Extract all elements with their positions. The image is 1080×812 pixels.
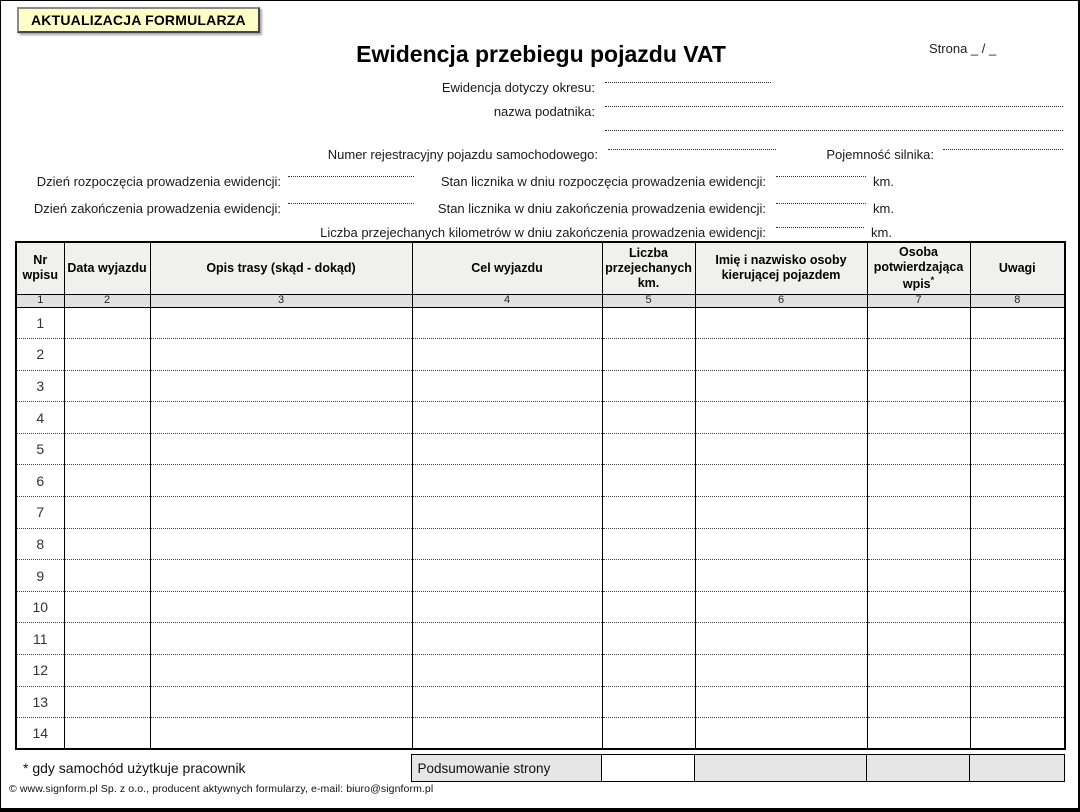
col-header-kierujacy bbox=[695, 242, 867, 294]
table-row bbox=[16, 339, 1065, 371]
cell-opis-trasy[interactable] bbox=[150, 591, 412, 623]
period-label: Ewidencja dotyczy okresu: bbox=[441, 80, 595, 95]
cell-kierujacy[interactable] bbox=[695, 655, 867, 687]
cell-opis-trasy[interactable] bbox=[150, 465, 412, 497]
registration-label: Numer rejestracyjny pojazdu samochodowego: bbox=[327, 147, 598, 162]
cell-opis-trasy[interactable] bbox=[150, 307, 412, 339]
cell-opis-trasy[interactable] bbox=[150, 339, 412, 371]
cell-uwagi[interactable] bbox=[970, 497, 1065, 529]
start-odometer-label: Stan licznika w dniu rozpoczęcia prowadzenia ewidencji: bbox=[440, 174, 766, 189]
table-row bbox=[16, 370, 1065, 402]
cell-kierujacy[interactable] bbox=[695, 718, 867, 750]
footnote-mark: * bbox=[930, 274, 935, 285]
row-number: 5 bbox=[16, 433, 64, 465]
summary-label: Podsumowanie strony bbox=[411, 755, 601, 782]
cell-liczba-km[interactable] bbox=[602, 370, 695, 402]
cell-kierujacy[interactable] bbox=[695, 497, 867, 529]
cell-uwagi[interactable] bbox=[970, 465, 1065, 497]
copyright-line: © www.signform.pl Sp. z o.o., producent aktywnych formularzy, e-mail: biuro@signform.pl bbox=[9, 783, 434, 795]
cell-data-wyjazdu[interactable] bbox=[64, 339, 150, 371]
cell-potwierdzajacy[interactable] bbox=[867, 718, 970, 750]
registration-input-line[interactable] bbox=[608, 134, 776, 150]
cell-data-wyjazdu[interactable] bbox=[64, 686, 150, 718]
cell-potwierdzajacy[interactable] bbox=[867, 465, 970, 497]
total-km-input-line[interactable] bbox=[776, 212, 864, 228]
cell-cel-wyjazdu[interactable] bbox=[412, 686, 602, 718]
cell-liczba-km[interactable] bbox=[602, 307, 695, 339]
total-km-label: Liczba przejechanych kilometrów w dniu zakończenia prowadzenia ewidencji: bbox=[320, 225, 766, 240]
cell-data-wyjazdu[interactable] bbox=[64, 655, 150, 687]
end-odometer-input-line[interactable] bbox=[776, 188, 866, 204]
col-header-label: Imię i nazwisko osoby kierującej pojazdem bbox=[715, 253, 847, 283]
table-row bbox=[16, 686, 1065, 718]
cell-cel-wyjazdu[interactable] bbox=[412, 623, 602, 655]
col-header-cel-wyjazdu bbox=[412, 242, 602, 294]
cell-data-wyjazdu[interactable] bbox=[64, 623, 150, 655]
cell-potwierdzajacy[interactable] bbox=[867, 655, 970, 687]
cell-cel-wyjazdu[interactable] bbox=[412, 370, 602, 402]
col-header-potwierdzajacy bbox=[867, 242, 970, 294]
end-day-label: Dzień zakończenia prowadzenia ewidencji: bbox=[33, 201, 281, 216]
table-row bbox=[16, 655, 1065, 687]
table-row bbox=[16, 528, 1065, 560]
cell-opis-trasy[interactable] bbox=[150, 655, 412, 687]
cell-uwagi[interactable] bbox=[970, 339, 1065, 371]
cell-uwagi[interactable] bbox=[970, 718, 1065, 750]
taxpayer-input-line[interactable] bbox=[605, 91, 1063, 107]
cell-cel-wyjazdu[interactable] bbox=[412, 465, 602, 497]
start-day-label: Dzień rozpoczęcia prowadzenia ewidencji: bbox=[36, 174, 281, 189]
cell-opis-trasy[interactable] bbox=[150, 718, 412, 750]
cell-kierujacy[interactable] bbox=[695, 591, 867, 623]
col-header-label: Liczba przejechanych km. bbox=[605, 245, 692, 290]
cell-data-wyjazdu[interactable] bbox=[64, 402, 150, 434]
cell-kierujacy[interactable] bbox=[695, 686, 867, 718]
cell-opis-trasy[interactable] bbox=[150, 560, 412, 592]
cell-uwagi[interactable] bbox=[970, 623, 1065, 655]
cell-uwagi[interactable] bbox=[970, 560, 1065, 592]
cell-cel-wyjazdu[interactable] bbox=[412, 307, 602, 339]
total-km-unit: km. bbox=[871, 225, 892, 240]
table-row bbox=[16, 591, 1065, 623]
table-row bbox=[16, 402, 1065, 434]
cell-potwierdzajacy[interactable] bbox=[867, 339, 970, 371]
cell-data-wyjazdu[interactable] bbox=[64, 497, 150, 529]
cell-kierujacy[interactable] bbox=[695, 433, 867, 465]
col-header-opis-trasy bbox=[150, 242, 412, 294]
row-number: 2 bbox=[16, 339, 64, 371]
row-number: 1 bbox=[16, 307, 64, 339]
table-header-row bbox=[16, 242, 1065, 294]
col-number-4: 4 bbox=[412, 294, 602, 307]
cell-data-wyjazdu[interactable] bbox=[64, 433, 150, 465]
cell-potwierdzajacy[interactable] bbox=[867, 497, 970, 529]
cell-liczba-km[interactable] bbox=[602, 528, 695, 560]
summary-driver-cell bbox=[694, 755, 866, 782]
cell-potwierdzajacy[interactable] bbox=[867, 560, 970, 592]
cell-potwierdzajacy[interactable] bbox=[867, 402, 970, 434]
cell-uwagi[interactable] bbox=[970, 307, 1065, 339]
row-number: 9 bbox=[16, 560, 64, 592]
col-header-label: Data wyjazdu bbox=[67, 260, 147, 275]
cell-uwagi[interactable] bbox=[970, 370, 1065, 402]
col-number-6: 6 bbox=[695, 294, 867, 307]
cell-cel-wyjazdu[interactable] bbox=[412, 560, 602, 592]
cell-opis-trasy[interactable] bbox=[150, 370, 412, 402]
cell-kierujacy[interactable] bbox=[695, 370, 867, 402]
col-header-liczba-km bbox=[602, 242, 695, 294]
table-row bbox=[16, 307, 1065, 339]
row-number: 12 bbox=[16, 655, 64, 687]
cell-potwierdzajacy[interactable] bbox=[867, 528, 970, 560]
summary-confirm-cell bbox=[866, 755, 969, 782]
cell-liczba-km[interactable] bbox=[602, 339, 695, 371]
cell-opis-trasy[interactable] bbox=[150, 402, 412, 434]
cell-data-wyjazdu[interactable] bbox=[64, 465, 150, 497]
update-form-button[interactable]: AKTUALIZACJA FORMULARZA bbox=[17, 7, 260, 33]
cell-cel-wyjazdu[interactable] bbox=[412, 497, 602, 529]
cell-liczba-km[interactable] bbox=[602, 623, 695, 655]
cell-opis-trasy[interactable] bbox=[150, 433, 412, 465]
cell-cel-wyjazdu[interactable] bbox=[412, 655, 602, 687]
summary-row bbox=[15, 754, 1065, 782]
cell-uwagi[interactable] bbox=[970, 433, 1065, 465]
end-odometer-label: Stan licznika w dniu zakończenia prowadzenia ewidencji: bbox=[437, 201, 766, 216]
start-day-input-line[interactable] bbox=[288, 161, 414, 177]
cell-uwagi[interactable] bbox=[970, 528, 1065, 560]
cell-data-wyjazdu[interactable] bbox=[64, 560, 150, 592]
cell-potwierdzajacy[interactable] bbox=[867, 370, 970, 402]
cell-opis-trasy[interactable] bbox=[150, 528, 412, 560]
col-header-nr-wpisu bbox=[16, 242, 64, 294]
table-row bbox=[16, 497, 1065, 529]
cell-liczba-km[interactable] bbox=[602, 718, 695, 750]
row-number: 13 bbox=[16, 686, 64, 718]
col-header-label: Uwagi bbox=[998, 260, 1036, 275]
cell-kierujacy[interactable] bbox=[695, 528, 867, 560]
col-header-data-wyjazdu bbox=[64, 242, 150, 294]
col-header-uwagi bbox=[970, 242, 1065, 294]
col-number-3: 3 bbox=[150, 294, 412, 307]
cell-kierujacy[interactable] bbox=[695, 339, 867, 371]
engine-capacity-input-line[interactable] bbox=[943, 134, 1063, 150]
cell-opis-trasy[interactable] bbox=[150, 686, 412, 718]
cell-liczba-km[interactable] bbox=[602, 433, 695, 465]
end-odometer-unit: km. bbox=[873, 201, 894, 216]
cell-uwagi[interactable] bbox=[970, 686, 1065, 718]
page-title: Ewidencja przebiegu pojazdu VAT bbox=[356, 41, 726, 67]
row-number: 7 bbox=[16, 497, 64, 529]
start-odometer-unit: km. bbox=[873, 174, 894, 189]
cell-cel-wyjazdu[interactable] bbox=[412, 528, 602, 560]
cell-kierujacy[interactable] bbox=[695, 402, 867, 434]
cell-data-wyjazdu[interactable] bbox=[64, 591, 150, 623]
summary-km-cell[interactable] bbox=[601, 755, 694, 782]
cell-cel-wyjazdu[interactable] bbox=[412, 433, 602, 465]
cell-data-wyjazdu[interactable] bbox=[64, 528, 150, 560]
cell-liczba-km[interactable] bbox=[602, 686, 695, 718]
cell-opis-trasy[interactable] bbox=[150, 623, 412, 655]
row-number: 10 bbox=[16, 591, 64, 623]
cell-cel-wyjazdu[interactable] bbox=[412, 591, 602, 623]
start-odometer-input-line[interactable] bbox=[776, 161, 866, 177]
footnote-text: * gdy samochód użytkuje pracownik bbox=[23, 760, 246, 776]
cell-cel-wyjazdu[interactable] bbox=[412, 339, 602, 371]
row-number: 14 bbox=[16, 718, 64, 750]
column-number-row bbox=[16, 294, 1065, 307]
taxpayer-input-line-2[interactable] bbox=[605, 115, 1063, 131]
cell-uwagi[interactable] bbox=[970, 591, 1065, 623]
col-number-1: 1 bbox=[16, 294, 64, 307]
cell-potwierdzajacy[interactable] bbox=[867, 686, 970, 718]
col-header-label: Osoba potwierdzająca wpis bbox=[873, 244, 964, 291]
cell-potwierdzajacy[interactable] bbox=[867, 307, 970, 339]
cell-cel-wyjazdu[interactable] bbox=[412, 402, 602, 434]
row-number: 3 bbox=[16, 370, 64, 402]
taxpayer-label: nazwa podatnika: bbox=[493, 104, 595, 119]
summary-notes-cell bbox=[969, 755, 1064, 782]
col-number-7: 7 bbox=[867, 294, 970, 307]
row-number: 11 bbox=[16, 623, 64, 655]
row-number: 8 bbox=[16, 528, 64, 560]
cell-kierujacy[interactable] bbox=[695, 623, 867, 655]
cell-potwierdzajacy[interactable] bbox=[867, 623, 970, 655]
row-number: 4 bbox=[16, 402, 64, 434]
cell-data-wyjazdu[interactable] bbox=[64, 370, 150, 402]
cell-cel-wyjazdu[interactable] bbox=[412, 718, 602, 750]
col-header-label: Cel wyjazdu bbox=[471, 260, 543, 275]
col-number-5: 5 bbox=[602, 294, 695, 307]
table-row bbox=[16, 623, 1065, 655]
cell-uwagi[interactable] bbox=[970, 402, 1065, 434]
period-input-line[interactable] bbox=[605, 67, 771, 83]
cell-potwierdzajacy[interactable] bbox=[867, 433, 970, 465]
table-row bbox=[16, 718, 1065, 750]
cell-data-wyjazdu[interactable] bbox=[64, 307, 150, 339]
col-number-2: 2 bbox=[64, 294, 150, 307]
mileage-table bbox=[15, 241, 1066, 750]
cell-liczba-km[interactable] bbox=[602, 560, 695, 592]
cell-liczba-km[interactable] bbox=[602, 497, 695, 529]
cell-opis-trasy[interactable] bbox=[150, 497, 412, 529]
cell-kierujacy[interactable] bbox=[695, 307, 867, 339]
cell-liczba-km[interactable] bbox=[602, 465, 695, 497]
end-day-input-line[interactable] bbox=[288, 188, 414, 204]
row-number: 6 bbox=[16, 465, 64, 497]
cell-kierujacy[interactable] bbox=[695, 560, 867, 592]
cell-uwagi[interactable] bbox=[970, 655, 1065, 687]
page-number-label: Strona _ / _ bbox=[929, 41, 997, 56]
table-row bbox=[16, 433, 1065, 465]
engine-capacity-label: Pojemność silnika: bbox=[826, 147, 934, 162]
table-row bbox=[16, 465, 1065, 497]
col-number-8: 8 bbox=[970, 294, 1065, 307]
cell-liczba-km[interactable] bbox=[602, 655, 695, 687]
cell-kierujacy[interactable] bbox=[695, 465, 867, 497]
col-header-label: Nr wpisu bbox=[22, 253, 58, 283]
cell-liczba-km[interactable] bbox=[602, 591, 695, 623]
table-row bbox=[16, 560, 1065, 592]
cell-potwierdzajacy[interactable] bbox=[867, 591, 970, 623]
col-header-label: Opis trasy (skąd - dokąd) bbox=[206, 260, 356, 275]
cell-liczba-km[interactable] bbox=[602, 402, 695, 434]
cell-data-wyjazdu[interactable] bbox=[64, 718, 150, 750]
